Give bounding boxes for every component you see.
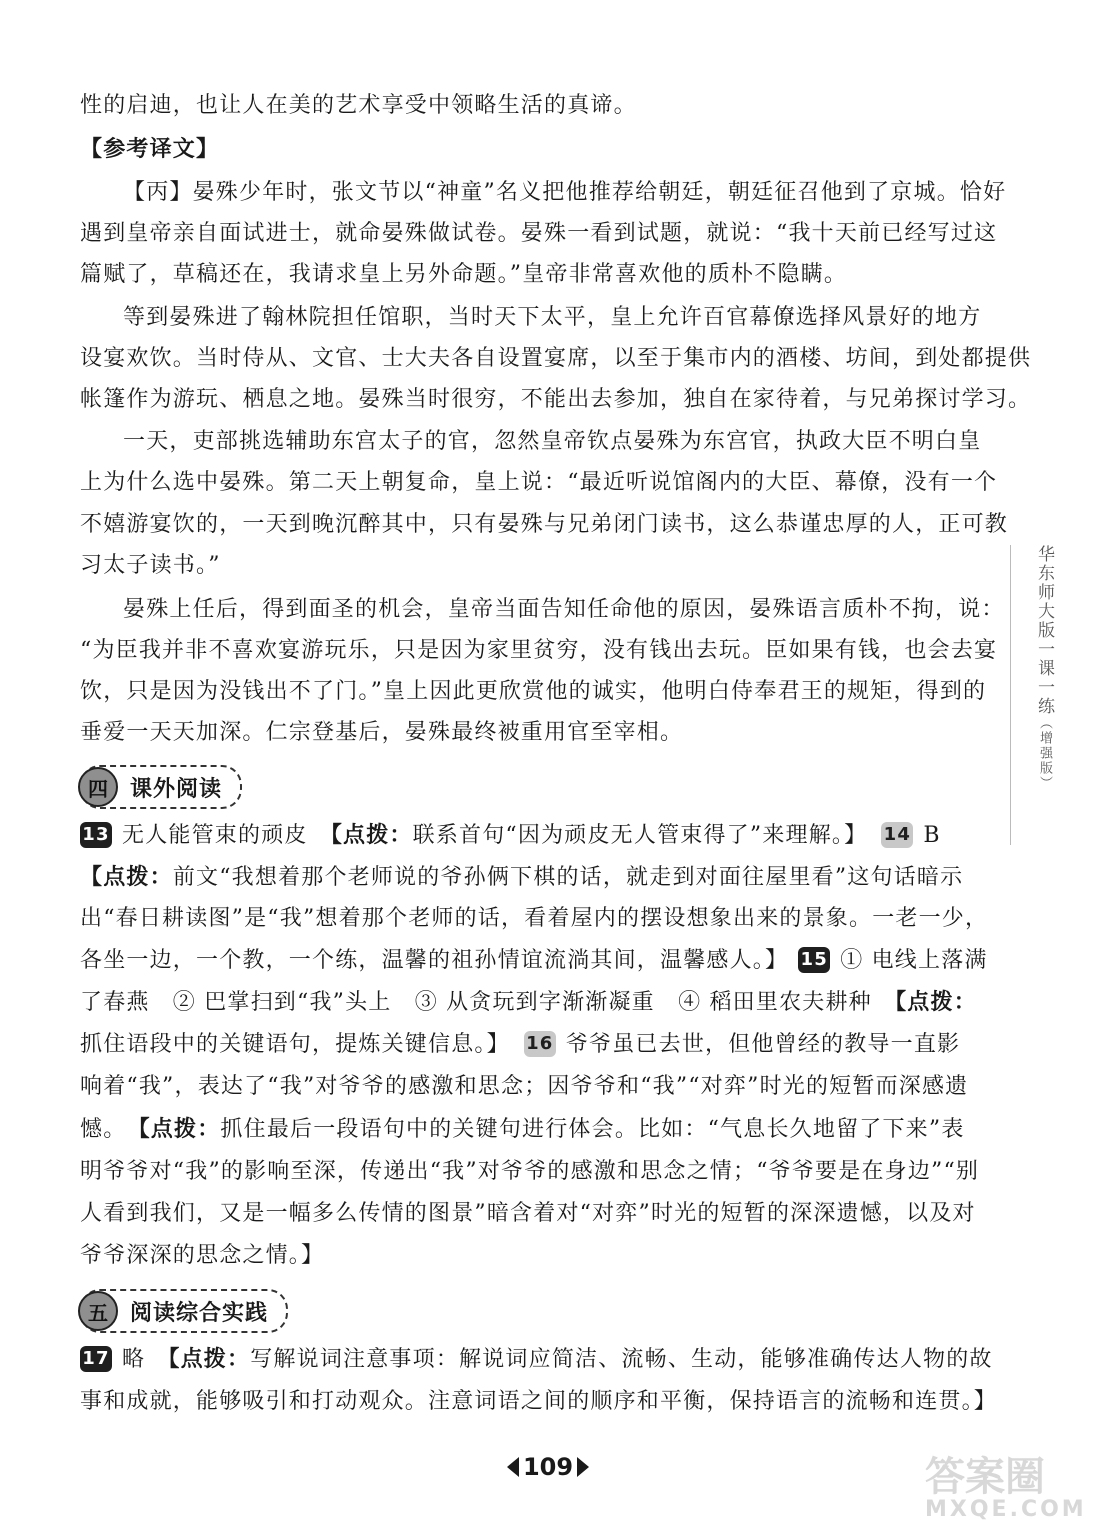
side-series-title — [1010, 545, 1057, 845]
q16-tail: 憾。 — [80, 1117, 116, 1142]
hint-label: 【点拨： — [80, 865, 173, 890]
q17-answer: 略 — [122, 1347, 146, 1372]
q15-q16-line — [80, 1025, 960, 1065]
question-number: 15 — [798, 947, 830, 973]
watermark-top: 答案圈 — [925, 1454, 1045, 1500]
q16-answer: 爷爷虽已去世，但他曾经的教导一直影 — [565, 1032, 961, 1057]
translation-line: 上为什么选中晏殊。第二天上朝复命，皇上说：“最近听说馆阁内的大臣、幕僚，没有一个 — [80, 470, 998, 495]
q16-hint-line: 明爷爷对“我”的影响至深，传递出“我”对爷爷的感激和思念之情；“爷爷要是在身边”“别 — [80, 1159, 980, 1184]
translation-line: 设宴欢饮。当时侍从、文官、士大夫各自设置宴席，以至于集市内的酒楼、坊间，到处都提供 — [80, 346, 1032, 371]
q15-hint: 抓住语段中的关键语句，提炼关键信息。】 — [80, 1032, 510, 1057]
section-title: 课外阅读 — [130, 776, 223, 802]
translation-heading: 【参考译文】 — [80, 137, 220, 162]
hint-label: 【点拨： — [895, 990, 977, 1015]
q14-q15-line — [80, 941, 988, 981]
translation-line: 饮，只是因为没钱出不了门。”皇上因此更欣赏他的诚实，他明白侍奉君王的规矩，得到的 — [80, 679, 987, 704]
translation-line: 垂爱一天天加深。仁宗登基后，晏殊最终被重用官至宰相。 — [80, 720, 684, 745]
question-number: 13 — [80, 822, 112, 848]
q17-line — [80, 1340, 993, 1380]
q14-hint-line: 出“春日耕读图”是“我”想着那个老师的话，看着屋内的摆设想象出来的景象。一老一少， — [80, 906, 989, 931]
watermark-logo — [925, 1455, 1085, 1525]
q14-hint: 各坐一边，一个教，一个练，温馨的祖孙情谊流淌其间，温馨感人。】 — [80, 948, 789, 973]
question-number: 14 — [881, 822, 913, 848]
q14-hint: 前文“我想着那个老师说的爷孙俩下棋的话，就走到对面往屋里看”这句话暗示 — [172, 865, 964, 890]
hint-label: 【点拨： — [330, 823, 413, 848]
translation-line: 不嬉游宴饮的，一天到晚沉醉其中，只有晏殊与兄弟闭门读书，这么恭谨忠厚的人，正可教 — [80, 512, 1009, 537]
left-triangle-icon — [507, 1457, 519, 1477]
question-number: 17 — [80, 1346, 112, 1372]
side-small-text: （增强版） — [1037, 716, 1052, 791]
question-number: 16 — [524, 1031, 556, 1057]
q16-line: 响着“我”，表达了“我”对爷爷的感激和思念；因爷爷和“我”“对弈”时光的短暂而深感遗 — [80, 1074, 969, 1099]
side-text: 华东师大版一课一练 — [1034, 545, 1054, 716]
intro-line: 性的启迪，也让人在美的艺术享受中领略生活的真谛。 — [80, 93, 637, 118]
translation-line: 习太子读书。” — [80, 553, 221, 578]
q15-line — [80, 983, 977, 1023]
q16-hint-line: 爷爷深深的思念之情。】 — [80, 1243, 325, 1268]
section-badge: 五 — [78, 1291, 118, 1331]
hint-label: 【点拨： — [168, 1347, 251, 1372]
section-title: 阅读综合实践 — [130, 1300, 269, 1326]
translation-line: “为臣我并非不喜欢宴游玩乐，只是因为家里贫穷，没有钱出去玩。臣如果有钱，也会去宴 — [80, 638, 998, 663]
translation-line: 帐篷作为游玩、栖息之地。晏殊当时很穷，不能出去参加，独自在家待着，与兄弟探讨学习。 — [80, 387, 1032, 412]
translation-line: 遇到皇帝亲自面试进士，就命晏殊做试卷。晏殊一看到试题，就说：“我十天前已经写过这 — [80, 221, 998, 246]
q16-line — [80, 1110, 965, 1150]
hint-label: 【点拨： — [138, 1117, 221, 1142]
page-number — [478, 1453, 618, 1481]
right-triangle-icon — [577, 1457, 589, 1477]
q13-hint: 联系首句“因为顽皮无人管束得了”来理解。】 — [412, 823, 868, 848]
translation-line: 篇赋了，草稿还在，我请求皇上另外命题。”皇帝非常喜欢他的质朴不隐瞒。 — [80, 262, 848, 287]
q13-line — [80, 816, 960, 856]
translation-line: 【丙】晏殊少年时，张文节以“神童”名义把他推荐给朝廷，朝廷征召他到了京城。恰好 — [123, 180, 1007, 205]
q16-hint-line: 人看到我们，又是一幅多么传情的图景”暗含着对“对弈”时光的短暂的深深遗憾，以及对 — [80, 1201, 976, 1226]
q13-answer: 无人能管束的顽皮 — [122, 823, 308, 848]
translation-line: 等到晏殊进了翰林院担任馆职，当时天下太平，皇上允许百官幕僚选择风景好的地方 — [123, 305, 982, 330]
section-header-4 — [80, 765, 242, 809]
q17-hint: 写解说词注意事项：解说词应简洁、流畅、生动，能够准确传达人物的故 — [250, 1347, 993, 1372]
page-number-text: 109 — [522, 1453, 574, 1481]
section-badge: 四 — [78, 767, 118, 807]
q17-hint-line: 事和成就，能够吸引和打动观众。注意词语之间的顺序和平衡，保持语言的流畅和连贯。】 — [80, 1389, 998, 1414]
section-header-5 — [80, 1289, 288, 1333]
q15-answer: ① 电线上落满 — [840, 948, 988, 973]
watermark-bottom: MXQE.COM — [925, 1497, 1087, 1522]
q14-answer: B — [923, 823, 941, 848]
translation-line: 晏殊上任后，得到面圣的机会，皇帝当面告知任命他的原因，晏殊语言质朴不拘，说： — [123, 597, 1005, 622]
q15-answer: 了春燕 ② 巴掌扫到“我”头上 ③ 从贪玩到字渐渐凝重 ④ 稻田里农夫耕种 — [80, 990, 872, 1015]
q16-hint: 抓住最后一段语句中的关键句进行体会。比如：“气息长久地留了下来”表 — [220, 1117, 965, 1142]
translation-line: 一天，吏部挑选辅助东宫太子的官，忽然皇帝钦点晏殊为东宫官，执政大臣不明白皇 — [123, 429, 982, 454]
q14-hint-line — [80, 858, 964, 898]
